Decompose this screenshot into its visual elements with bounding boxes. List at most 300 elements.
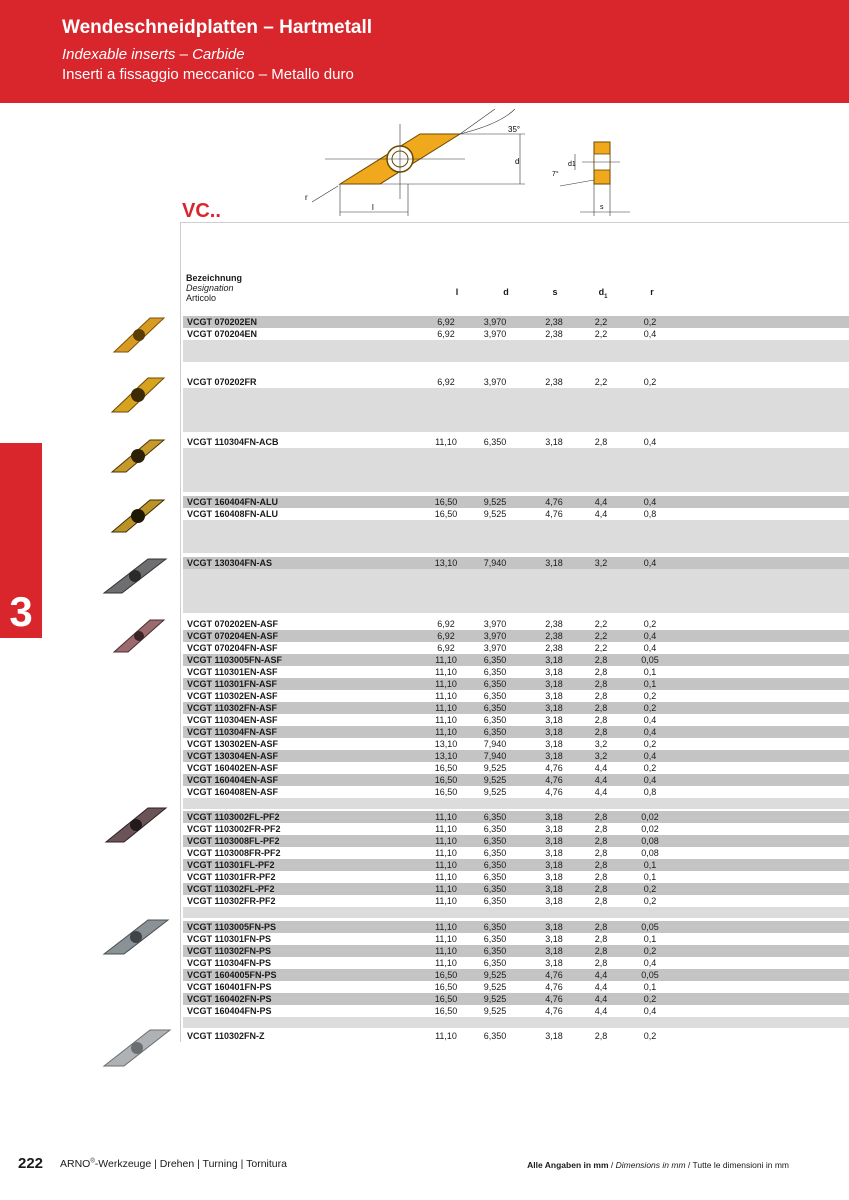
cell-s: 4,76	[545, 509, 563, 519]
table-row	[183, 316, 849, 328]
cell-designation: VCGT 070202FR	[187, 377, 257, 387]
cell-r: 0,2	[643, 946, 657, 956]
cell-d: 6,350	[483, 703, 507, 713]
cell-l: 13,10	[434, 739, 458, 749]
cell-d: 7,940	[483, 739, 507, 749]
diagram-label-d: d	[515, 157, 520, 166]
table-separator	[183, 351, 849, 362]
page-subtitle-it: Inserti a fissaggio meccanico – Metallo duro	[62, 66, 354, 83]
cell-r: 0,4	[643, 958, 657, 968]
cell-d: 6,350	[483, 812, 507, 822]
cell-l: 6,92	[437, 631, 455, 641]
cell-d: 6,350	[483, 860, 507, 870]
cell-l: 11,10	[435, 655, 457, 665]
cell-d1: 2,2	[594, 619, 608, 629]
cell-l: 6,92	[437, 643, 455, 653]
cell-d: 6,350	[483, 934, 507, 944]
cell-d1: 2,8	[594, 958, 608, 968]
table-row	[183, 642, 849, 654]
section-title: VC..	[182, 200, 221, 222]
cell-d1: 2,8	[594, 946, 608, 956]
cell-r: 0,2	[643, 619, 657, 629]
cell-s: 3,18	[545, 922, 563, 932]
cell-d1: 4,4	[594, 1006, 608, 1016]
insert-image-as	[102, 553, 170, 601]
cell-l: 11,10	[435, 679, 457, 689]
cell-s: 2,38	[545, 329, 563, 339]
table-row	[183, 762, 849, 774]
cell-l: 11,10	[435, 946, 457, 956]
cell-d: 6,350	[483, 884, 507, 894]
table-row	[183, 1005, 849, 1017]
cell-l: 16,50	[434, 970, 458, 980]
cell-s: 3,18	[545, 848, 563, 858]
table-separator	[183, 388, 849, 399]
cell-d: 9,525	[483, 763, 507, 773]
cell-l: 16,50	[434, 787, 458, 797]
cell-l: 16,50	[434, 763, 458, 773]
designation-it: Articolo	[186, 293, 217, 303]
cell-l: 11,10	[435, 884, 457, 894]
cell-r: 0,4	[643, 715, 657, 725]
cell-r: 0,4	[643, 631, 657, 641]
table-separator	[183, 1017, 849, 1028]
table-separator	[183, 602, 849, 613]
column-header-d: d	[503, 287, 509, 297]
cell-r: 0,1	[643, 667, 657, 677]
cell-s: 3,18	[545, 896, 563, 906]
cell-r: 0,2	[643, 763, 657, 773]
table-row	[183, 496, 849, 508]
cell-d: 3,970	[483, 317, 507, 327]
cell-s: 3,18	[545, 934, 563, 944]
cell-d1: 3,2	[594, 558, 608, 568]
cell-s: 4,76	[545, 982, 563, 992]
cell-designation: VCGT 110302EN-ASF	[187, 691, 278, 701]
cell-d1: 4,4	[594, 497, 608, 507]
footer-left	[60, 1158, 287, 1170]
insert-image-asf	[110, 614, 168, 660]
cell-d: 6,350	[483, 922, 507, 932]
cell-d1: 2,8	[594, 703, 608, 713]
table-separator	[183, 340, 849, 351]
footer-slash-1: /	[608, 1160, 616, 1170]
cell-s: 3,18	[545, 824, 563, 834]
cell-designation: VCGT 1103008FL-PF2	[187, 836, 280, 846]
cell-d1: 2,8	[594, 872, 608, 882]
footer-brand: ARNO	[60, 1158, 91, 1170]
cell-d: 3,970	[483, 631, 507, 641]
diagram-label-s: s	[600, 204, 604, 211]
cell-s: 3,18	[545, 739, 563, 749]
cell-d: 3,970	[483, 619, 507, 629]
cell-l: 11,10	[435, 691, 457, 701]
cell-d1: 2,2	[594, 643, 608, 653]
cell-d1: 2,8	[594, 667, 608, 677]
cell-l: 11,10	[435, 812, 457, 822]
table-row	[183, 726, 849, 738]
cell-designation: VCGT 160402EN-ASF	[187, 763, 279, 773]
cell-l: 11,10	[435, 836, 457, 846]
cell-d1: 4,4	[594, 787, 608, 797]
cell-l: 11,10	[435, 437, 457, 447]
table-separator	[183, 448, 849, 459]
cell-r: 0,05	[641, 655, 659, 665]
cell-r: 0,2	[643, 1031, 657, 1041]
diagram-label-d1: d1	[568, 161, 576, 168]
table-row	[183, 738, 849, 750]
table-left-rule	[180, 222, 181, 1042]
insert-diagram	[300, 104, 640, 224]
cell-l: 11,10	[435, 860, 457, 870]
insert-image-en	[110, 312, 168, 360]
table-row	[183, 557, 849, 569]
cell-s: 2,38	[545, 377, 563, 387]
footer-reg: ®	[90, 1158, 95, 1165]
designation-en: Designation	[186, 283, 234, 293]
cell-l: 11,10	[435, 703, 457, 713]
cell-r: 0,1	[643, 860, 657, 870]
cell-l: 11,10	[435, 848, 457, 858]
cell-s: 3,18	[545, 679, 563, 689]
cell-designation: VCGT 110304FN-ACB	[187, 437, 279, 447]
cell-l: 11,10	[435, 896, 457, 906]
cell-d: 9,525	[483, 1006, 507, 1016]
cell-r: 0,8	[643, 787, 657, 797]
cell-l: 6,92	[437, 329, 455, 339]
page-subtitle-en: Indexable inserts – Carbide	[62, 46, 245, 63]
insert-image-acb	[108, 432, 168, 480]
cell-designation: VCGT 110302FL-PF2	[187, 884, 275, 894]
cell-d: 9,525	[483, 787, 507, 797]
cell-d1: 4,4	[594, 509, 608, 519]
table-separator	[183, 520, 849, 531]
table-row	[183, 835, 849, 847]
diagram-label-l: l	[372, 203, 374, 212]
cell-s: 2,38	[545, 631, 563, 641]
cell-d1: 4,4	[594, 994, 608, 1004]
cell-d: 7,940	[483, 751, 507, 761]
cell-l: 11,10	[435, 872, 457, 882]
table-row	[183, 933, 849, 945]
cell-designation: VCGT 1103008FR-PF2	[187, 848, 281, 858]
cell-s: 4,76	[545, 1006, 563, 1016]
cell-d1: 2,8	[594, 679, 608, 689]
table-row	[183, 376, 849, 388]
cell-s: 3,18	[545, 703, 563, 713]
cell-designation: VCGT 130304FN-AS	[187, 558, 273, 568]
cell-d: 9,525	[483, 982, 507, 992]
table-row	[183, 883, 849, 895]
cell-r: 0,8	[643, 509, 657, 519]
table-row	[183, 981, 849, 993]
cell-l: 11,10	[435, 1031, 457, 1041]
cell-s: 3,18	[545, 860, 563, 870]
cell-s: 4,76	[545, 787, 563, 797]
cell-r: 0,05	[641, 970, 659, 980]
cell-d1: 4,4	[594, 970, 608, 980]
cell-s: 3,18	[545, 558, 563, 568]
chapter-number: 3	[9, 588, 33, 635]
cell-designation: VCGT 070202EN	[187, 317, 258, 327]
cell-designation: VCGT 1604005FN-PS	[187, 970, 277, 980]
footer-slash-2: /	[685, 1160, 693, 1170]
cell-designation: VCGT 160404FN-PS	[187, 1006, 272, 1016]
insert-image-pf2	[104, 800, 170, 850]
cell-d: 9,525	[483, 970, 507, 980]
cell-designation: VCGT 1103005FN-PS	[187, 922, 277, 932]
cell-d1: 2,2	[594, 377, 608, 387]
cell-d1: 2,8	[594, 848, 608, 858]
table-separator	[183, 459, 849, 470]
cell-d1: 2,8	[594, 824, 608, 834]
cell-d1: 3,2	[594, 751, 608, 761]
cell-designation: VCGT 130302EN-ASF	[187, 739, 279, 749]
cell-r: 0,02	[641, 812, 659, 822]
cell-d1: 2,2	[594, 631, 608, 641]
cell-designation: VCGT 110302FN-ASF	[187, 703, 278, 713]
cell-d: 7,940	[483, 558, 507, 568]
column-header-designation	[186, 273, 242, 303]
cell-l: 11,10	[435, 715, 457, 725]
page-number: 222	[18, 1155, 44, 1172]
cell-r: 0,08	[641, 836, 659, 846]
cell-s: 4,76	[545, 970, 563, 980]
diagram-label-angle2: 7°	[552, 171, 559, 178]
column-header-d1-main: d	[598, 287, 605, 297]
cell-l: 16,50	[434, 1006, 458, 1016]
table-row	[183, 945, 849, 957]
cell-d: 6,350	[483, 679, 507, 689]
table-row	[183, 654, 849, 666]
cell-r: 0,2	[643, 691, 657, 701]
page-title: Wendeschneidplatten – Hartmetall	[62, 17, 373, 38]
cell-designation: VCGT 110304FN-ASF	[187, 727, 278, 737]
cell-designation: VCGT 070204FN-ASF	[187, 643, 278, 653]
cell-l: 13,10	[434, 558, 458, 568]
cell-designation: VCGT 110302FN-Z	[187, 1031, 265, 1041]
cell-s: 3,18	[545, 667, 563, 677]
cell-d: 6,350	[483, 836, 507, 846]
cell-designation: VCGT 110301EN-ASF	[187, 667, 278, 677]
cell-l: 16,50	[434, 775, 458, 785]
table-row	[183, 871, 849, 883]
cell-d1: 2,8	[594, 437, 608, 447]
cell-d: 3,970	[483, 377, 507, 387]
table-separator	[183, 569, 849, 580]
column-header-l: l	[455, 287, 459, 297]
cell-d1: 4,4	[594, 775, 608, 785]
table-row	[183, 774, 849, 786]
cell-l: 11,10	[435, 667, 457, 677]
table-row	[183, 847, 849, 859]
insert-image-ps	[102, 912, 172, 962]
cell-s: 3,18	[545, 812, 563, 822]
cell-d: 6,350	[483, 1031, 507, 1041]
footer-units-de: Alle Angaben in mm	[527, 1160, 609, 1170]
cell-d: 6,350	[483, 958, 507, 968]
cell-d: 6,350	[483, 655, 507, 665]
table-row	[183, 957, 849, 969]
footer-right	[527, 1160, 789, 1170]
cell-d1: 4,4	[594, 763, 608, 773]
cell-l: 13,10	[434, 751, 458, 761]
chapter-tab	[0, 443, 42, 638]
cell-d: 6,350	[483, 667, 507, 677]
cell-s: 3,18	[545, 691, 563, 701]
cell-s: 3,18	[545, 958, 563, 968]
cell-designation: VCGT 1103002FL-PF2	[187, 812, 280, 822]
cell-r: 0,1	[643, 982, 657, 992]
column-header-d1	[588, 287, 618, 300]
cell-d: 9,525	[483, 994, 507, 1004]
cell-s: 2,38	[545, 619, 563, 629]
cell-d: 3,970	[483, 329, 507, 339]
cell-l: 11,10	[435, 824, 457, 834]
cell-designation: VCGT 160404EN-ASF	[187, 775, 279, 785]
cell-designation: VCGT 110304FN-PS	[187, 958, 272, 968]
table-row	[183, 859, 849, 871]
table-separator	[183, 399, 849, 410]
column-header-r: r	[650, 287, 654, 297]
cell-r: 0,4	[643, 1006, 657, 1016]
cell-s: 3,18	[545, 872, 563, 882]
cell-designation: VCGT 110301FN-PS	[187, 934, 272, 944]
cell-r: 0,4	[643, 775, 657, 785]
cell-d1: 2,8	[594, 1031, 608, 1041]
cell-d1: 2,8	[594, 691, 608, 701]
diagram-label-r: r	[305, 193, 308, 202]
cell-r: 0,08	[641, 848, 659, 858]
cell-l: 11,10	[435, 727, 457, 737]
cell-d: 6,350	[483, 824, 507, 834]
cell-r: 0,2	[643, 377, 657, 387]
cell-designation: VCGT 160408FN-ALU	[187, 509, 279, 519]
cell-r: 0,2	[643, 884, 657, 894]
page-header	[0, 0, 849, 103]
cell-r: 0,1	[643, 679, 657, 689]
cell-d1: 2,2	[594, 329, 608, 339]
cell-r: 0,4	[643, 558, 657, 568]
cell-r: 0,05	[641, 922, 659, 932]
column-header-d1-sub: 1	[604, 293, 608, 300]
cell-s: 3,18	[545, 946, 563, 956]
table-separator	[183, 470, 849, 481]
cell-designation: VCGT 110304EN-ASF	[187, 715, 278, 725]
cell-d: 6,350	[483, 946, 507, 956]
cell-d1: 2,8	[594, 812, 608, 822]
cell-l: 11,10	[435, 922, 457, 932]
cell-d: 6,350	[483, 437, 507, 447]
table-row	[183, 921, 849, 933]
cell-r: 0,4	[643, 727, 657, 737]
cell-r: 0,4	[643, 751, 657, 761]
cell-d: 9,525	[483, 497, 507, 507]
cell-s: 4,76	[545, 994, 563, 1004]
cell-designation: VCGT 110301FR-PF2	[187, 872, 276, 882]
table-row	[183, 436, 849, 448]
cell-d: 3,970	[483, 643, 507, 653]
table-row	[183, 1030, 849, 1042]
cell-r: 0,2	[643, 317, 657, 327]
cell-l: 16,50	[434, 497, 458, 507]
cell-designation: VCGT 070204EN-ASF	[187, 631, 279, 641]
cell-s: 4,76	[545, 775, 563, 785]
cell-s: 2,38	[545, 643, 563, 653]
column-header-s: s	[552, 287, 558, 297]
cell-d1: 2,2	[594, 317, 608, 327]
cell-r: 0,4	[643, 437, 657, 447]
cell-designation: VCGT 110302FN-PS	[187, 946, 272, 956]
cell-s: 3,18	[545, 884, 563, 894]
cell-d: 6,350	[483, 896, 507, 906]
table-separator	[183, 421, 849, 432]
cell-l: 6,92	[437, 619, 455, 629]
table-row	[183, 678, 849, 690]
footer-units-it: Tutte le dimensioni in mm	[692, 1160, 789, 1170]
table-separator	[183, 410, 849, 421]
cell-s: 2,38	[545, 317, 563, 327]
cell-l: 6,92	[437, 377, 455, 387]
cell-designation: VCGT 1103005FN-ASF	[187, 655, 283, 665]
cell-d: 9,525	[483, 509, 507, 519]
footer-left-text: -Werkzeuge | Drehen | Turning | Tornitura	[94, 1158, 287, 1170]
table-row	[183, 618, 849, 630]
cell-d1: 2,8	[594, 860, 608, 870]
cell-designation: VCGT 160404FN-ALU	[187, 497, 279, 507]
cell-d1: 2,8	[594, 896, 608, 906]
table-row	[183, 690, 849, 702]
table-row	[183, 786, 849, 798]
table-row	[183, 969, 849, 981]
cell-r: 0,4	[643, 329, 657, 339]
table-separator	[183, 907, 849, 918]
table-row	[183, 811, 849, 823]
cell-d: 6,350	[483, 848, 507, 858]
cell-d1: 2,8	[594, 836, 608, 846]
table-row	[183, 750, 849, 762]
cell-l: 11,10	[435, 958, 457, 968]
table-row	[183, 895, 849, 907]
designation-de: Bezeichnung	[186, 273, 243, 283]
cell-designation: VCGT 110301FN-ASF	[187, 679, 278, 689]
footer-units-en: Dimensions in mm	[615, 1160, 686, 1170]
cell-r: 0,2	[643, 994, 657, 1004]
cell-r: 0,1	[643, 934, 657, 944]
insert-image-fr	[108, 372, 168, 420]
cell-d1: 2,8	[594, 727, 608, 737]
cell-d1: 2,8	[594, 934, 608, 944]
cell-s: 3,18	[545, 727, 563, 737]
table-row	[183, 714, 849, 726]
cell-l: 16,50	[434, 994, 458, 1004]
table-row	[183, 508, 849, 520]
cell-l: 11,10	[435, 934, 457, 944]
cell-designation: VCGT 1103002FR-PF2	[187, 824, 281, 834]
cell-d: 9,525	[483, 775, 507, 785]
cell-d1: 2,8	[594, 922, 608, 932]
cell-r: 0,1	[643, 872, 657, 882]
cell-s: 4,76	[545, 497, 563, 507]
cell-d1: 3,2	[594, 739, 608, 749]
cell-l: 16,50	[434, 509, 458, 519]
cell-l: 6,92	[437, 317, 455, 327]
cell-d1: 2,8	[594, 884, 608, 894]
table-separator	[183, 481, 849, 492]
cell-s: 3,18	[545, 836, 563, 846]
table-top-rule	[180, 222, 849, 223]
table-separator	[183, 798, 849, 809]
